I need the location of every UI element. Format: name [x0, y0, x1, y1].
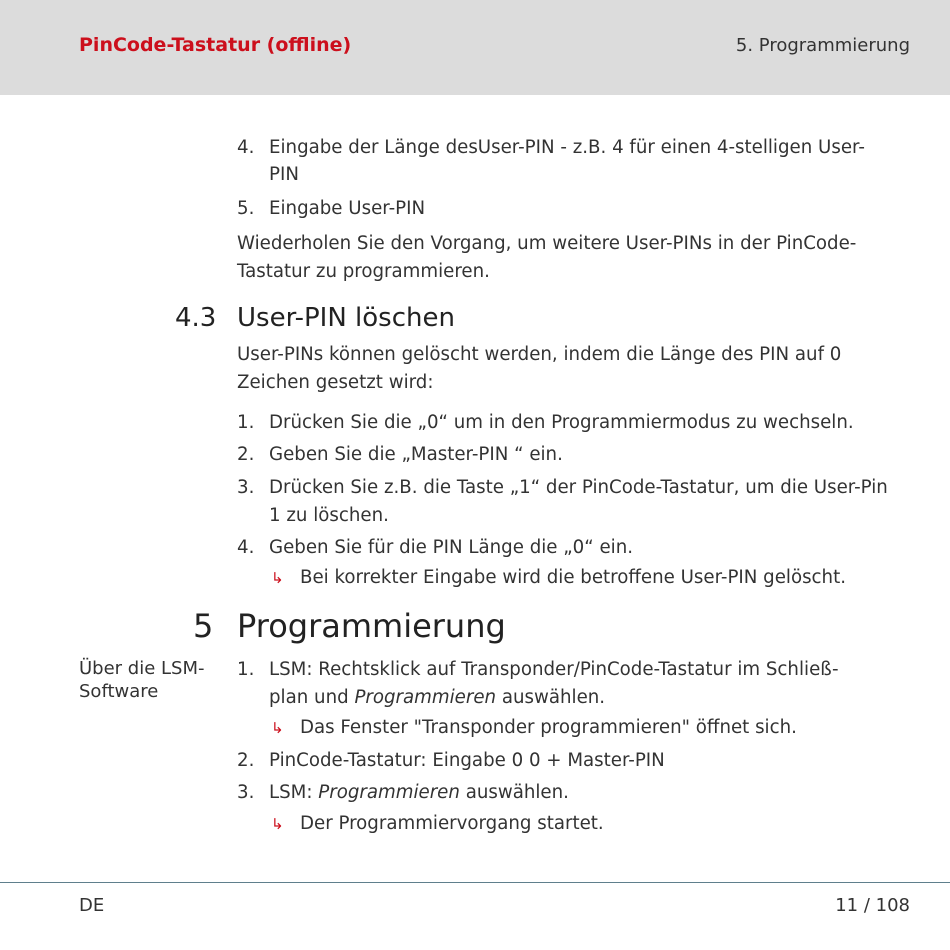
page-number: 11 / 108 [835, 895, 910, 916]
list-number: 3. [237, 782, 255, 803]
text-segment: LSM: [269, 782, 319, 803]
list-item-text: Drücken Sie die „0“ um in den Programmiermodus zu wechseln. [269, 412, 854, 433]
text-segment: auswählen. [459, 782, 569, 803]
section-number: 4.3 [175, 303, 217, 333]
paragraph: User-PINs können gelöscht werden, indem die Länge des PIN auf 0 [237, 344, 842, 365]
paragraph: Wiederholen Sie den Vorgang, um weitere User-PINs in der PinCode- [237, 233, 857, 254]
text-segment: auswählen. [496, 687, 606, 708]
language-code: DE [79, 895, 105, 916]
list-item-text: 1 zu löschen. [269, 505, 389, 526]
list-number: 2. [237, 444, 255, 465]
emphasized-term: Programmieren [318, 782, 460, 803]
list-number: 5. [237, 198, 255, 219]
list-number: 4. [237, 137, 255, 158]
chapter-heading: Programmierung [237, 607, 506, 645]
result-arrow-icon: ↳ [271, 569, 284, 587]
emphasized-term: Programmieren [354, 687, 497, 708]
section-title: User-PIN löschen [237, 303, 455, 333]
result-text: Der Programmiervorgang startet. [300, 813, 604, 834]
chapter-number: 5 [193, 607, 214, 645]
list-number: 2. [237, 750, 255, 771]
list-item-text: Drücken Sie z.B. die Taste „1“ der PinCode-Tastatur, um die User-Pin [269, 477, 888, 498]
margin-note: Software [79, 681, 159, 702]
result-text: Bei korrekter Eingabe wird die betroffene User-PIN gelöscht. [300, 567, 846, 588]
list-item-text: LSM: Rechtsklick auf Transponder/PinCode-Tastatur im Schließ- [269, 659, 839, 680]
list-number: 3. [237, 477, 255, 498]
list-number: 1. [237, 659, 255, 680]
result-arrow-icon: ↳ [271, 719, 284, 737]
chapter-title: 5. Programmierung [735, 35, 910, 56]
list-item-text: Eingabe User-PIN [269, 198, 426, 219]
margin-note: Über die LSM- [79, 658, 205, 679]
list-number: 4. [237, 537, 255, 558]
footer-divider [0, 882, 950, 883]
result-text: Das Fenster "Transponder programmieren" öffnet sich. [300, 717, 797, 738]
list-item-text: Eingabe der Länge desUser-PIN - z.B. 4 für einen 4-stelligen User- [269, 137, 865, 158]
list-item-text: Geben Sie für die PIN Länge die „0“ ein. [269, 537, 634, 558]
page-header [0, 0, 950, 95]
list-item-text [269, 779, 569, 807]
list-item-text: PinCode-Tastatur: Eingabe 0 0 + Master-PIN [269, 750, 665, 771]
list-number: 1. [237, 412, 255, 433]
list-item-text [269, 684, 605, 712]
list-item-text: PIN [269, 164, 299, 185]
document-title: PinCode-Tastatur (offline) [79, 34, 352, 56]
paragraph: Zeichen gesetzt wird: [237, 372, 434, 393]
text-segment: plan und [269, 687, 355, 708]
result-arrow-icon: ↳ [271, 815, 284, 833]
list-item-text: Geben Sie die „Master-PIN “ ein. [269, 444, 563, 465]
paragraph: Tastatur zu programmieren. [237, 261, 490, 282]
